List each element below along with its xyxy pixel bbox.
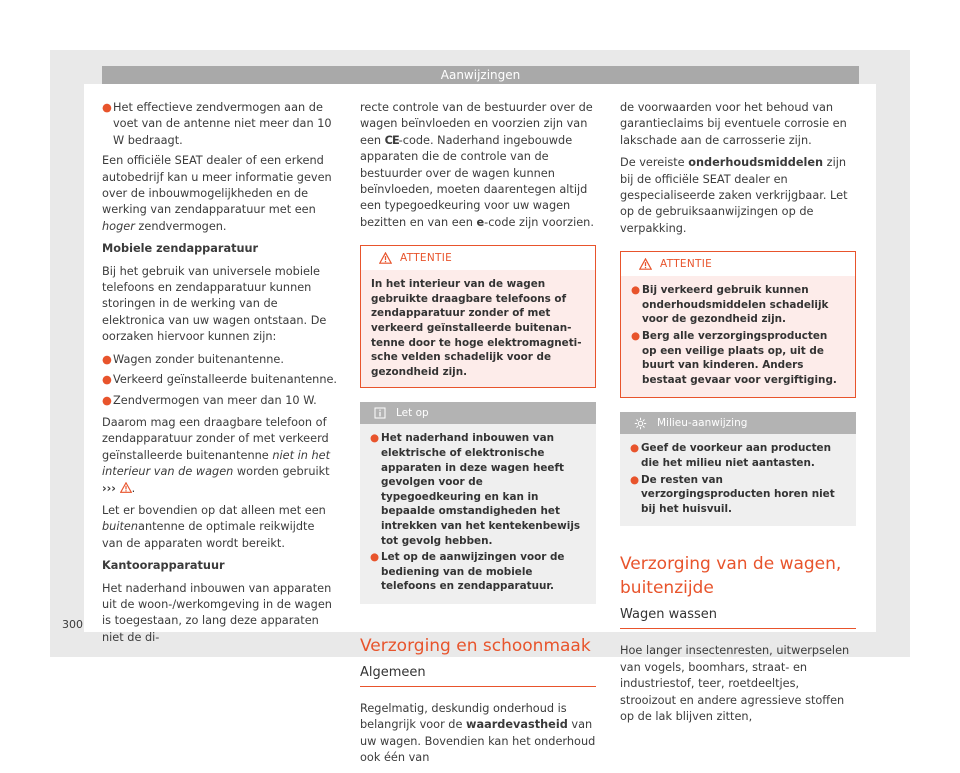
- paragraph: recte controle van de bestuurder over de wagen beïnvloeden en voorzien zijn van een CE-code. Naderhand ingebouwde apparaten die de controle van de bestuurder over de wagen kunnen beïnvloeden, moeten daarentegen altijd een typegoedkeuring voor uw wagen bezitten en van een e-code zijn voorzien.: [360, 101, 594, 229]
- paragraph: De vereiste onderhoudsmiddelen zijn bij de officiële SEAT dealer en gespecialiseerde zaken verkrijgbaar. Let op de gebruiksaanwijzingen op de verpakking.: [620, 156, 848, 235]
- note-label: Let op: [396, 407, 429, 420]
- attention-label: ATTENTIE: [660, 258, 713, 271]
- ce-mark: CE: [384, 133, 399, 147]
- warning-triangle-icon: [120, 482, 132, 493]
- paragraph: Let er bovendien op dat alleen met een buitenantenne de optimale reikwijdte van de apparaten wordt bereikt.: [102, 503, 326, 550]
- environment-box: [620, 412, 856, 526]
- attention-box: [360, 245, 596, 388]
- page-number: 300: [62, 618, 83, 631]
- paragraph: Daarom mag een draagbare telefoon of zendapparatuur zonder of met verkeerd geïnstalleerde buitenantenne niet in het interieur van de wagen worden gebruikt ››› .: [102, 415, 331, 495]
- attention-header: [361, 246, 595, 270]
- attention-header: [621, 252, 855, 276]
- environment-icon: [634, 417, 647, 430]
- list-item-text: Het effectieve zendvermogen aan de voet van de antenne niet meer dan 10 W bedraagt.: [113, 101, 332, 147]
- paragraph: Hoe langer insectenresten, uitwerpselen van vogels, boomhars, straat- en industriestof, teer, roetdeeltjes, strooizout en andere agressieve stoffen op de lak blijven zitten,: [620, 644, 850, 723]
- list-item: ● Zendvermogen van meer dan 10 W.: [102, 393, 317, 407]
- section-title: Verzorging van de wagen, buitenzijde: [620, 554, 842, 599]
- list-item: ● Geef de voorkeur aan producten die het milieu niet aantasten.: [630, 442, 831, 469]
- info-icon: [374, 407, 386, 419]
- column-2: [360, 100, 596, 773]
- cross-reference-arrow[interactable]: ›››: [102, 481, 116, 495]
- attention-body: [621, 276, 855, 397]
- environment-label: Milieu-aanwijzing: [657, 417, 748, 430]
- list-item: ● Verkeerd geïnstalleerde buitenantenne.: [102, 373, 338, 387]
- note-box: [360, 402, 596, 604]
- environment-body: [620, 434, 856, 526]
- column-3: [620, 100, 856, 731]
- warning-triangle-icon: [639, 258, 652, 270]
- paragraph: Regelmatig, deskundig onderhoud is belangrijk voor de waardevastheid van uw wagen. Bovendien kan het onderhoud ook één van: [360, 701, 596, 765]
- environment-header: [620, 412, 856, 434]
- paragraph: Het naderhand inbouwen van apparaten uit de woon-/werkomgeving in de wagen is toegestaan, zo lang deze apparaten niet de di-: [102, 581, 332, 644]
- section-title: Verzorging en schoonmaak: [360, 635, 591, 656]
- list-item: ● Het naderhand inbouwen van elektrische of elektronische apparaten in deze wagen heeft gevolgen voor de typegoedkeuring en kan in bepaalde omstandigheden het intrekken van het kentekenbewijs tot gevolg hebben.: [370, 432, 581, 547]
- bullet-icon: ●: [102, 101, 112, 114]
- attention-label: ATTENTIE: [400, 252, 453, 265]
- warning-triangle-icon: [379, 252, 392, 264]
- list-item: ● Let op de aanwijzingen voor de bediening van de mobiele telefoons en zendapparatuur.: [370, 551, 565, 593]
- subheading-office: Kantoorapparatuur: [102, 559, 225, 573]
- note-header: [360, 402, 596, 424]
- section-subtitle: Wagen wassen: [620, 606, 856, 629]
- note-body: [360, 424, 596, 604]
- paragraph: de voorwaarden voor het behoud van garantieclaims bij eventuele corrosie en lakschade aan de carrosserie zijn.: [620, 101, 847, 147]
- list-item: ● Wagen zonder buitenantenne.: [102, 352, 284, 366]
- attention-box: [620, 251, 856, 398]
- list-item: ● Berg alle verzorgingsproducten op een veilige plaats op, uit de buurt van kinderen. Anders bestaat gevaar voor vergiftiging.: [631, 330, 837, 386]
- attention-text: In het interieur van de wagen gebruikte draagbare telefoons of zendapparatuur zonder of met verkeerd geïnstalleerde buitenantenne door te hoge elektromagnetische velden schadelijk voor de gezondheid zijn.: [361, 270, 595, 387]
- column-1: [102, 100, 338, 652]
- subheading-mobile: Mobiele zendapparatuur: [102, 242, 259, 256]
- list-item: [102, 100, 338, 149]
- page-header: Aanwijzingen: [102, 66, 859, 84]
- paragraph: Bij het gebruik van universele mobiele telefoons en zendapparatuur kunnen storingen in de werking van de elektronica van uw wagen ontstaan. De oorzaken hiervoor kunnen zijn:: [102, 264, 327, 344]
- list-item: ● Bij verkeerd gebruik kunnen onderhoudsmiddelen schadelijk voor de gezondheid zijn.: [631, 284, 829, 326]
- section-subtitle: Algemeen: [360, 664, 596, 687]
- list-item: ● De resten van verzorgingsproducten horen niet bij het huisvuil.: [630, 473, 835, 515]
- paragraph: Een officiële SEAT dealer of een erkend autobedrijf kan u meer informatie geven over de inbouwmogelijkheden en de werking van zendapparatuur met een hoger zendvermogen.: [102, 154, 332, 233]
